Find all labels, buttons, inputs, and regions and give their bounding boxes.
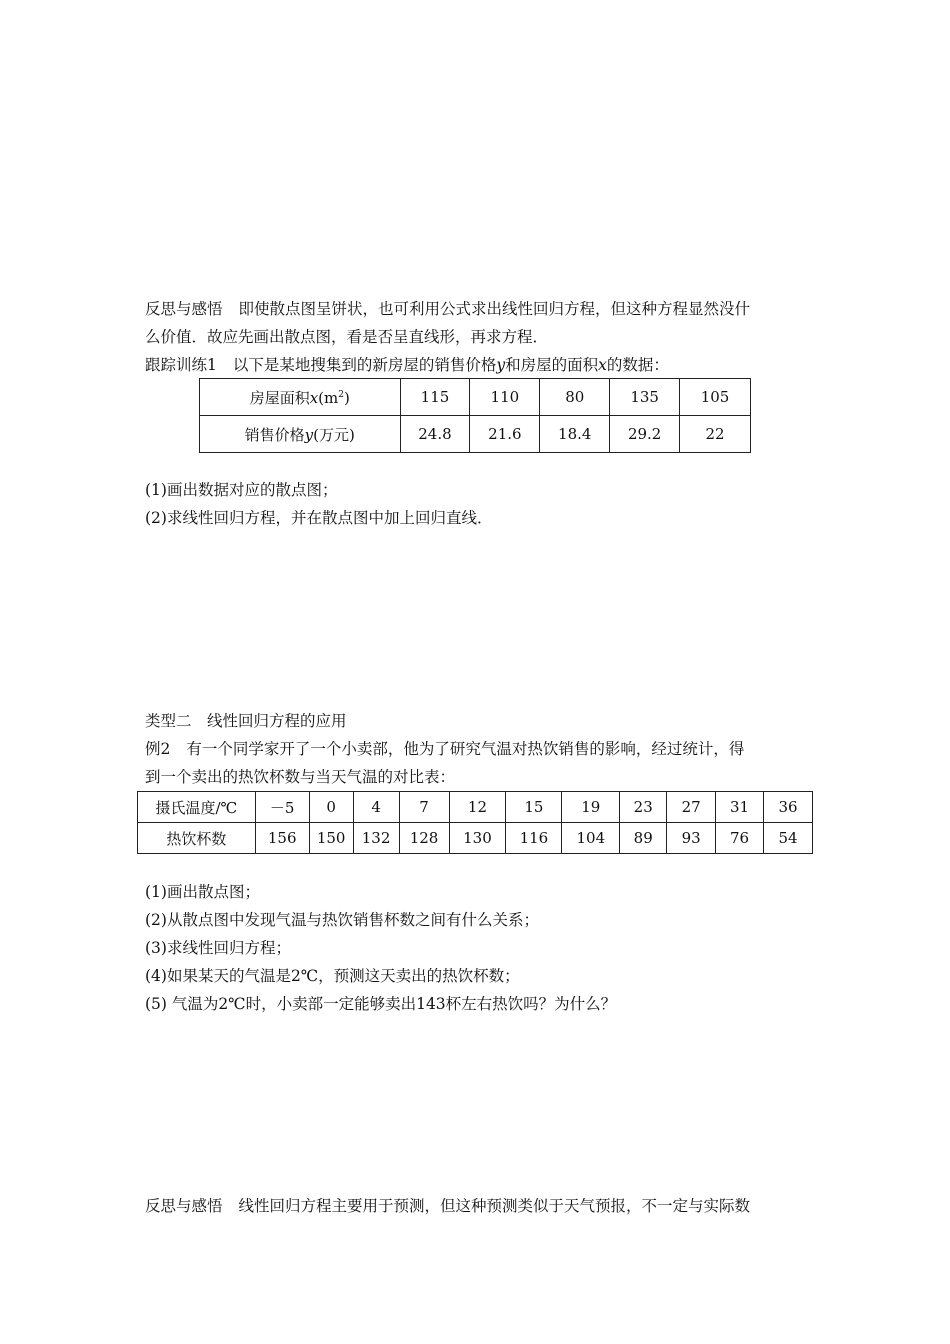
table-row-temperature [138, 792, 813, 823]
table-cell: 128 [399, 823, 449, 854]
type-2-heading: 类型二 线性回归方程的应用 [145, 712, 347, 730]
table-cell: 135 [610, 379, 680, 416]
reflection-2-text-1: 线性回归方程主要用于预测，但这种预测类似于天气预报，不一定与实际数 [238, 1197, 751, 1215]
reflection-1-line-2: 么价值．故应先画出散点图，看是否呈直线形，再求方程． [145, 328, 549, 346]
table-cell: 150 [309, 823, 353, 854]
table-cell: 105 [680, 379, 751, 416]
var-x: x [598, 356, 607, 374]
example-2-label: 例2 [145, 740, 171, 758]
var-y: y [496, 356, 506, 374]
reflection-2-label: 反思与感悟 [145, 1197, 223, 1215]
table-row-area [200, 379, 751, 416]
table-cell: 29.2 [610, 416, 680, 453]
table-cell: 22 [680, 416, 751, 453]
example-2-question-2: (2)从散点图中发现气温与热饮销售杯数之间有什么关系； [145, 911, 539, 929]
table-cell: 24.8 [400, 416, 470, 453]
example-2-question-5: (5) 气温为2℃时，小卖部一定能够卖出143杯左右热饮吗？为什么？ [145, 995, 617, 1013]
exercise-1-text-a: 以下是某地搜集到的新房屋的销售价格 [232, 356, 497, 374]
row-header-area: 房屋面积$x(m^2)$ [200, 379, 401, 416]
exercise-1-question-1: (1)画出数据对应的散点图； [145, 481, 338, 499]
exercise-1-question-2: (2)求线性回归方程，并在散点图中加上回归直线． [145, 509, 493, 527]
example-2-line-1 [145, 735, 813, 763]
temperature-sales-table [137, 791, 813, 854]
table-cell: 27 [667, 792, 716, 823]
example-2-question-1: (1)画出散点图； [145, 883, 260, 901]
table-cell: 130 [449, 823, 506, 854]
table-cell: 132 [353, 823, 399, 854]
exercise-1-label: 跟踪训练1 [145, 356, 217, 374]
example-2-question-3: (3)求线性回归方程； [145, 939, 291, 957]
table-cell: 18.4 [540, 416, 610, 453]
reflection-1-line-1 [145, 295, 813, 323]
table-cell: 54 [764, 823, 813, 854]
reflection-1-label: 反思与感悟 [145, 300, 223, 318]
table-cell: 104 [562, 823, 620, 854]
row-header-cups: 热饮杯数 [138, 823, 256, 854]
table-cell: 19 [562, 792, 620, 823]
row-header-temperature: 摄氏温度/℃ [138, 792, 256, 823]
exercise-1-text-b: 和房屋的面积 [505, 356, 599, 374]
row-header-price: 销售价格y(万元) [200, 416, 401, 453]
table-row-price [200, 416, 751, 453]
table-cell: 93 [667, 823, 716, 854]
table-cell: 12 [449, 792, 506, 823]
table-cell: 36 [764, 792, 813, 823]
table-cell: －5 [255, 792, 309, 823]
table-cell: 80 [540, 379, 610, 416]
table-cell: 110 [470, 379, 540, 416]
reflection-1-text-1: 即使散点图呈饼状，也可利用公式求出线性回归方程，但这种方程显然没什 [238, 300, 751, 318]
example-2-text-1: 有一个同学家开了一个小卖部，他为了研究气温对热饮销售的影响，经过统计，得 [186, 740, 745, 758]
example-2-question-4: (4)如果某天的气温是2℃，预测这天卖出的热饮杯数； [145, 967, 520, 985]
exercise-1-intro [145, 351, 813, 379]
table-row-cups [138, 823, 813, 854]
table-cell: 0 [309, 792, 353, 823]
example-2-line-2: 到一个卖出的热饮杯数与当天气温的对比表： [145, 768, 456, 786]
table-cell: 115 [400, 379, 470, 416]
reflection-2-line-1 [145, 1192, 813, 1220]
table-cell: 31 [716, 792, 764, 823]
table-cell: 4 [353, 792, 399, 823]
table-cell: 23 [620, 792, 667, 823]
table-cell: 21.6 [470, 416, 540, 453]
table-cell: 116 [506, 823, 562, 854]
table-cell: 89 [620, 823, 667, 854]
table-cell: 15 [506, 792, 562, 823]
table-cell: 156 [255, 823, 309, 854]
house-data-table [199, 378, 751, 453]
table-cell: 7 [399, 792, 449, 823]
table-cell: 76 [716, 823, 764, 854]
exercise-1-text-c: 的数据： [606, 356, 669, 374]
